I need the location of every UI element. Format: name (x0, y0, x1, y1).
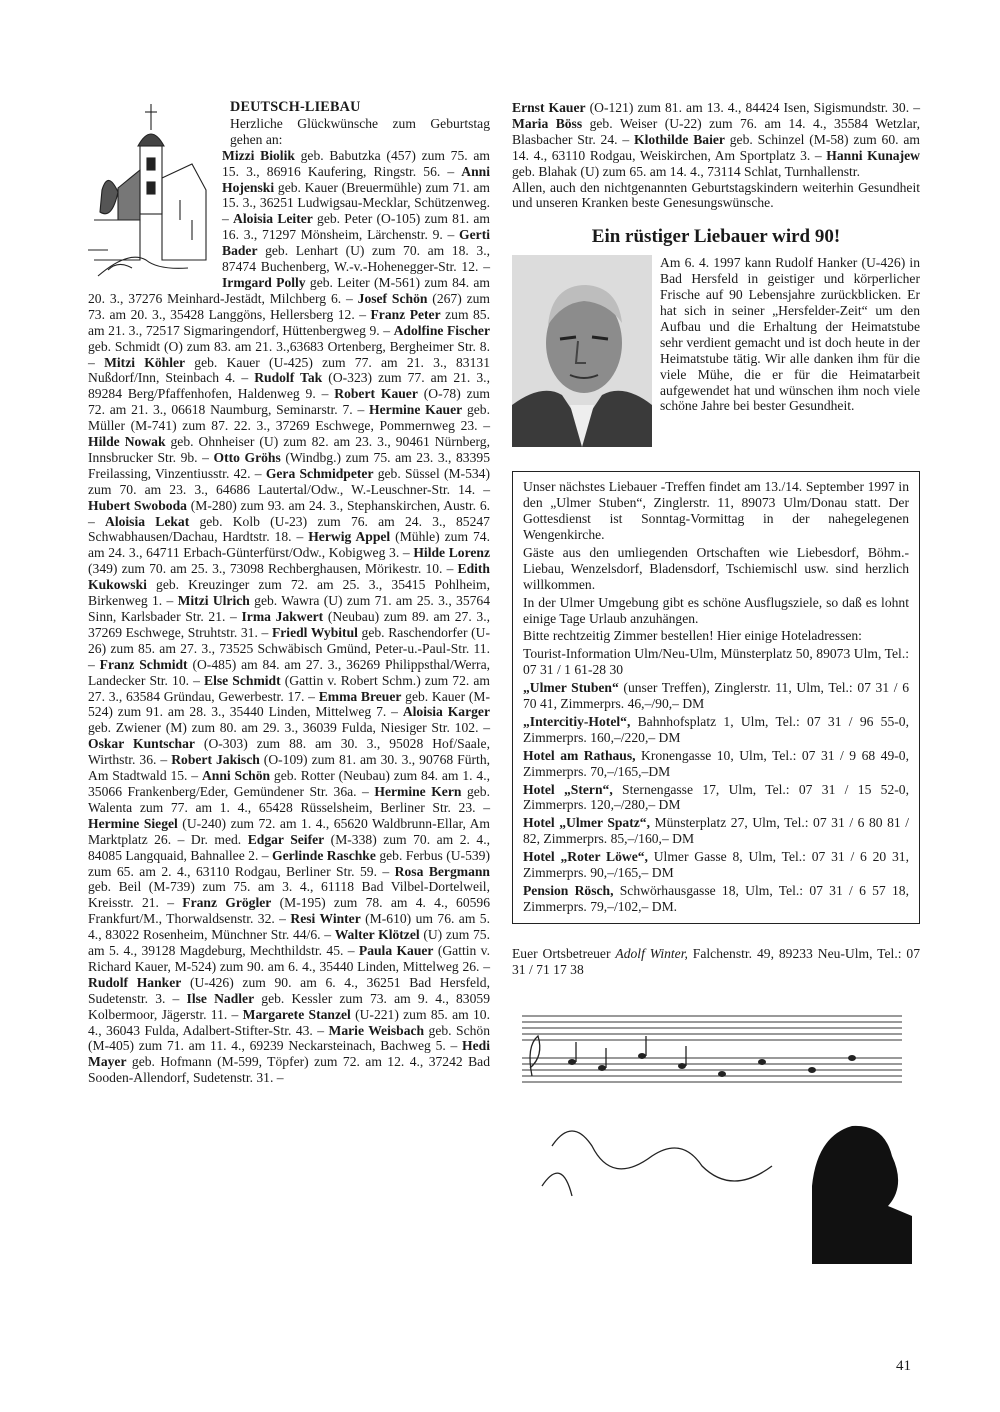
hotel-entry (523, 782, 909, 814)
person-name: Hermine Siegel (88, 815, 178, 831)
hotel-name: Hotel „Stern“, (523, 781, 613, 797)
person-name: Robert Jakisch (171, 752, 260, 768)
hotel-name: Hotel am Rathaus, (523, 747, 636, 763)
entry-details: geb. Schmidt (O) zum 83. am 21. 3.,63683 Ortenberg, Bergheimer Str. 8. – (88, 338, 490, 370)
person-name: Gerti Bader (222, 227, 490, 259)
person-name: Irmgard Polly (222, 274, 306, 290)
person-name: Mizzi Biolik (222, 147, 295, 163)
entry-details: (O-121) zum 81. am 13. 4., 84424 Isen, Sigismundstr. 30. – (585, 100, 920, 115)
church-illustration (88, 100, 214, 282)
hotel-details: Kronengasse 10, Ulm, Tel.: 07 31 / 9 68 49-0, Zimmerprs. 70,–/165,–DM (523, 747, 909, 779)
hotel-details: Ulmer Gasse 8, Ulm, Tel.: 07 31 / 6 20 31, Zimmerprs. 90,–/165,– DM (523, 849, 909, 881)
person-name: Hanni Kunajew (826, 147, 920, 163)
article (512, 255, 920, 451)
representative-name: Adolf Winter, (615, 945, 688, 961)
entry-details: geb. Rotter (Neubau) zum 84. am 1. 4., 35066 Frankenberg/Eder, Gemündener Str. 36a. – (88, 768, 490, 799)
person-name: Aloisia Lekat (105, 513, 190, 529)
person-name: Irma Jakwert (241, 609, 324, 624)
person-name: Klothilde Baier (634, 131, 725, 147)
entry-details: geb. Hofmann (M-599, Töpfer) zum 72. am 12. 4., 37242 Bad Sooden-Allendorf, Sudetenstr. 31. – (88, 1054, 490, 1086)
person-name: Mitzi Ulrich (177, 593, 250, 609)
entry-details: geb. Kolb (U-23) zum 76. am 24. 3., 85247 Schwabhausen/Dachau, Hardtstr. 18. – (88, 513, 490, 545)
music-score-illustration (512, 996, 912, 1264)
greeting-intro: Herzliche Glückwünsche zum Geburtstag gehen an: (230, 115, 490, 147)
entry-details: geb. Leiter (M-561) zum 84. am 20. 3., 37276 Meinhard-Jestädt, Milchberg 6. – (88, 274, 491, 306)
section-title: DEUTSCH-LIEBAU (230, 99, 361, 115)
entry-details: geb. Zwiener (M) zum 80. am 29. 3., 36039 Fulda, Niesiger Str. 102. – (88, 720, 490, 736)
person-name: Josef Schön (357, 290, 428, 306)
person-name: Hermine Kern (374, 783, 462, 799)
entry-details: zum 85. am 21. 3., 72517 Sigmaringendorf, Hüttenbergweg 9. – (88, 306, 491, 338)
hotel-entry (523, 748, 909, 780)
entry-details: (O-78) zum 72. am 21. 3., 06618 Naumburg, Seminarstr. 7. – (88, 386, 491, 418)
entry-details: geb. Beil (M-739) zum 75. am 3. 4., 61118 Bad Vilbel-Dortelweil, Kreisstr. 21. – (88, 879, 490, 911)
person-name: Herwig Appel (308, 529, 391, 545)
hotel-details: Sternengasse 17, Ulm, Tel.: 07 31 / 15 52-0, Zimmerprs. 120,–/280,– DM (523, 781, 909, 813)
person-name: Ernst Kauer (512, 100, 586, 115)
person-name: Oskar Kuntschar (88, 736, 195, 752)
entry-details: geb. Wawra (U) zum 71. am 25. 3., 35764 Sinn, Karlsbader Str. 21. – (88, 593, 491, 624)
entry-details: (Mühle) zum 74. am 24. 3., 64711 Erbach-Günterfürst/Odw., Kobigweg 3. – (88, 529, 490, 561)
entry-details: geb. Weiser (U-22) zum 76. am 14. 4., 35584 Wetzlar, Blasbacher Str. 24. – (512, 115, 920, 147)
local-representative (512, 946, 920, 978)
article-text: Am 6. 4. 1997 kann Rudolf Hanker (U-426) in Bad Hersfeld in geistiger und körperlicher Frische auf 90 Lebensjahre zurückblicken. Er hat sich in seiner „Hersfelder-Zeit“ um den Aufbau und die Erhaltung der Heimatstube sehr verdient gemacht und ist doch heute in der Heimatstube tätig. Wir alle danken ihm für die viele Mühe, die er für die Heimatarbeit aufgewendet hat und wünschen ihm noch viele schöne Jahre bei bester Gesundheit. (660, 255, 920, 414)
entry-details: (U) zum 75. am 5. 4., 39128 Magdeburg, Mechthildstr. 45. – (88, 927, 490, 959)
hotel-details: Schwörhausgasse 18, Ulm, Tel.: 07 31 / 6 57 18, Zimmerprs. 79,–/102,– DM. (523, 883, 909, 914)
hotel-details: Bahnhofsplatz 1, Ulm, Tel.: 07 31 / 96 55-0, Zimmerprs. 160,–/220,– DM (523, 713, 909, 745)
person-name: Emma Breuer (318, 688, 402, 704)
guests-note: Gäste aus den umliegenden Ortschaften wie Liebesdorf, Böhm.-Liebau, Wenzelsdorf, Bladensdorf, Tschiemischl usw. sind herzlich willkommen. (523, 544, 909, 592)
hotel-entry (523, 714, 909, 746)
hotel-name: Pension Rösch, (523, 883, 614, 898)
person-name: Hilde Nowak (88, 434, 166, 450)
person-name: Gerlinde Raschke (272, 847, 376, 863)
entry-details: geb. Süssel (M-534) zum 70. am 23. 3., 64686 Lautertal/Odw., W.-Leuschner-Str. 14. – (88, 465, 491, 497)
person-name: Rudolf Hanker (88, 974, 182, 990)
hotel-details: (unser Treffen), Zinglerstr. 11, Ulm, Tel.: 07 31 / 6 70 41, Zimmerprs. 46,–/90,– DM (523, 680, 909, 712)
entry-details: geb. Walenta zum 77. am 1. 4., 65428 Rüsselsheim, Berliner Str. 23. – (88, 783, 490, 815)
birthday-list-continued (512, 100, 920, 180)
person-name: Maria Böss (512, 115, 583, 131)
entry-details: (U-426) zum 90. am 6. 4., 36251 Bad Hersfeld, Sudetenstr. 3. – (88, 974, 491, 1006)
entry-details: (O-323) zum 77. am 21. 3., 89284 Berg/Pfaffenhofen, Haldenweg 9. – (88, 370, 490, 402)
person-name: Edgar Seifer (247, 831, 325, 847)
person-name: Aloisia Karger (402, 704, 490, 720)
person-name: Franz Grögler (182, 895, 272, 911)
person-name: Hilde Lorenz (413, 545, 490, 561)
entry-details: (Gattin v. Richard Kauer, M-524) zum 90. am 6. 4., 35440 Linden, Mittelweg 26. – (88, 943, 490, 974)
person-name: Hedi Mayer (88, 1038, 490, 1070)
entry-details: geb. Ferbus (U-539) zum 65. am 2. 4., 63110 Rodgau, Berliner Str. 59. – (88, 847, 490, 879)
hotel-name: „Ulmer Stuben“ (523, 680, 619, 696)
person-name: Else Schmidt (204, 672, 281, 688)
entry-details: geb. Schinzel (M-58) zum 60. am 14. 4., 63110 Rodgau, Weiskirchen, Am Sportplatz 3. – (512, 131, 920, 163)
left-column (88, 100, 490, 1086)
person-name: Franz Peter (370, 306, 441, 322)
hotel-entry (523, 680, 909, 712)
entry-details: (Windbg.) zum 75. am 23. 3., 83395 Freilassing, Vinzentiusstr. 42. – (88, 449, 490, 481)
entry-details: (U-221) zum 85. am 10. 4., 36043 Fulda, Adalbert-Stifter-Str. 43. – (88, 1006, 490, 1038)
entry-details: (M-610) um 76. am 5. 4., 83022 Rosenheim, Münchner Str. 44/6. – (88, 911, 490, 943)
person-name: Ilse Nadler (186, 990, 255, 1006)
entry-details: (U-240) zum 72. am 1. 4., 65620 Waldbrunn-Ellar, Am Marktplatz 26. – Dr. med. (88, 815, 490, 847)
entry-details: (O-303) zum 88. am 30. 3., 95028 Hof/Saale, Wirthstr. 36. – (88, 736, 490, 768)
person-name: Anni Schön (201, 768, 271, 784)
meeting-info-box (512, 471, 920, 924)
hotel-entry (523, 849, 909, 881)
person-name: Paula Kauer (358, 943, 434, 959)
entry-details: (267) zum 73. am 20. 3., 35428 Langgöns, Hellersberg 12. – (88, 290, 490, 322)
person-name: Friedl Wybitul (271, 624, 358, 640)
person-name: Resi Winter (290, 911, 361, 927)
entry-details: (O-109) zum 81. am 30. 3., 90768 Fürth, Am Stadtwald 15. – (88, 752, 491, 784)
entry-details: geb. Ohnheiser (U) zum 82. am 23. 3., 90461 Nürnberg, Innsbrucker Str. 9b. – (88, 434, 490, 465)
person-name: Robert Kauer (334, 386, 418, 402)
entry-details: geb. Blahak (U) zum 65. am 14. 4., 73114 Schlat, Turnhallenstr. (512, 163, 860, 179)
right-column (512, 100, 920, 1264)
entry-details: geb. Babutzka (457) zum 75. am 15. 3., 86916 Kaufering, Ringstr. 56. – (222, 147, 490, 179)
person-name: Aloisia Leiter (233, 211, 313, 227)
portrait-photo (512, 255, 652, 447)
person-name: Anni Hojenski (222, 163, 490, 195)
person-name: Otto Gröhs (213, 449, 281, 465)
person-name: Franz Schmidt (99, 656, 188, 672)
entry-details: geb. Schön (M-405) zum 71. am 11. 4., 69239 Neckarsteinach, Bachweg 5. – (88, 1022, 491, 1054)
person-name: Edith Kukowski (88, 561, 490, 593)
person-name: Margarete Stanzel (242, 1006, 351, 1022)
person-name: Walter Klötzel (334, 927, 420, 943)
entry-details: (Neubau) zum 89. am 27. 3., 37269 Eschwege, Struhtstr. 31. – (88, 609, 490, 640)
birthday-list (88, 148, 490, 1086)
person-name: Gera Schmidpeter (265, 465, 374, 481)
entry-details: geb. Müller (M-741) zum 87. 22. 3., 37269 Eschwege, Pommernweg 23. – (88, 402, 490, 434)
entry-details: geb. Kauer (Breuermühle) zum 71. am 15. 3., 36251 Ludwigsau-Mecklar, Schützenweg. – (222, 179, 490, 227)
entry-details: (M-280) zum 93. am 24. 3., Stephanskirchen, Austr. 6. – (88, 497, 491, 529)
representative-address: Falchenstr. 49, 89233 Neu-Ulm, Tel.: 07 31 / 71 17 38 (512, 945, 920, 977)
tourist-information: Tourist-Information Ulm/Neu-Ulm, Münsterplatz 50, 89073 Ulm, Tel.: 07 31 / 1 61-28 30 (523, 646, 909, 678)
excursion-note: In der Ulmer Umgebung gibt es schöne Ausflugsziele, so daß es lohnt einige Tage Urlaub anzuhängen. (523, 594, 909, 626)
person-name: Mitzi Köhler (104, 354, 186, 370)
entry-details: geb. Kauer (U-425) zum 77. am 21. 3., 83131 Nußdorf/Inn, Steinbach 4. – (88, 354, 490, 386)
entry-details: geb. Kauer (M-524) zum 91. am 28. 3., 35440 Linden, Mittelweg 7. – (88, 688, 490, 720)
entry-details: (M-338) zum 70. am 2. 4., 84085 Langquaid, Bahnallee 2. – (88, 831, 490, 863)
person-name: Rosa Bergmann (394, 863, 490, 879)
hotel-name: „Intercitiy-Hotel“, (523, 713, 631, 729)
entry-details: geb. Raschendorfer (U-26) zum 85. am 27. 3., 73525 Schwäbisch Gmünd, Peter-u.-Paul-Str. 11. – (88, 624, 490, 672)
hotel-details: Münsterplatz 27, Ulm, Tel.: 07 31 / 6 80 81 / 82, Zimmerprs. 85,–/160,– DM (523, 815, 909, 847)
hotel-list (523, 680, 909, 915)
page-number: 41 (896, 1358, 911, 1374)
hotel-name: Hotel „Ulmer Spatz“, (523, 815, 650, 831)
meeting-announcement: Unser nächstes Liebauer -Treffen findet am 13./14. September 1997 in den „Ulmer Stuben“, Zinglerstr. 11, 89073 Ulm/Donau statt. Der Gottesdienst ist Sonntag-Vormittag in der nahegelegenen Wengenkirche. (523, 479, 909, 542)
person-name: Marie Weisbach (328, 1022, 425, 1038)
entry-details: (O-485) am 84. am 27. 3., 36269 Philippsthal/Werra, Landecker Str. 10. – (88, 656, 491, 688)
person-name: Adolfine Fischer (393, 322, 490, 338)
hotel-entry (523, 815, 909, 847)
entry-details: (M-195) zum 78. am 4. 4., 60596 Frankfurt/M., Thorwaldsenstr. 32. – (88, 895, 491, 927)
entry-details: geb. Kessler zum 73. am 9. 4., 83059 Kolbermoor, Jägerstr. 11. – (88, 990, 490, 1022)
representative-prefix: Euer Ortsbetreuer (512, 945, 616, 961)
person-name: Hubert Swoboda (88, 497, 187, 513)
person-name: Rudolf Tak (254, 370, 323, 386)
person-name: Hermine Kauer (369, 402, 463, 418)
hotel-entry (523, 883, 909, 915)
entry-details: (Gattin v. Robert Schm.) zum 72. am 27. 3., 63584 Gründau, Gewerbestr. 17. – (88, 672, 490, 704)
entry-details: geb. Kreuzinger zum 72. am 25. 3., 35415 Pohlheim, Birkenweg 1. – (88, 577, 490, 609)
article-headline: Ein rüstiger Liebauer wird 90! (591, 226, 841, 248)
hotel-name: Hotel „Roter Löwe“, (523, 849, 648, 865)
booking-note: Bitte rechtzeitig Zimmer bestellen! Hier einige Hoteladressen: (523, 628, 862, 644)
entry-details: geb. Peter (O-105) zum 81. am 16. 3., 71297 Mönsheim, Lärchenstr. 9. – (222, 211, 490, 243)
entry-details: geb. Lenhart (U) zum 70. am 18. 3., 87474 Buchenberg, W.-v.-Hohenegger-Str. 12. – (222, 243, 490, 275)
closing-wishes: Allen, auch den nichtgenannten Geburtstagskindern weiterhin Gesundheit und unseren Kranken beste Genesungswünsche. (512, 179, 920, 211)
entry-details: (349) zum 70. am 25. 3., 73098 Rechberghausen, Mörikestr. 10. – (88, 561, 458, 577)
